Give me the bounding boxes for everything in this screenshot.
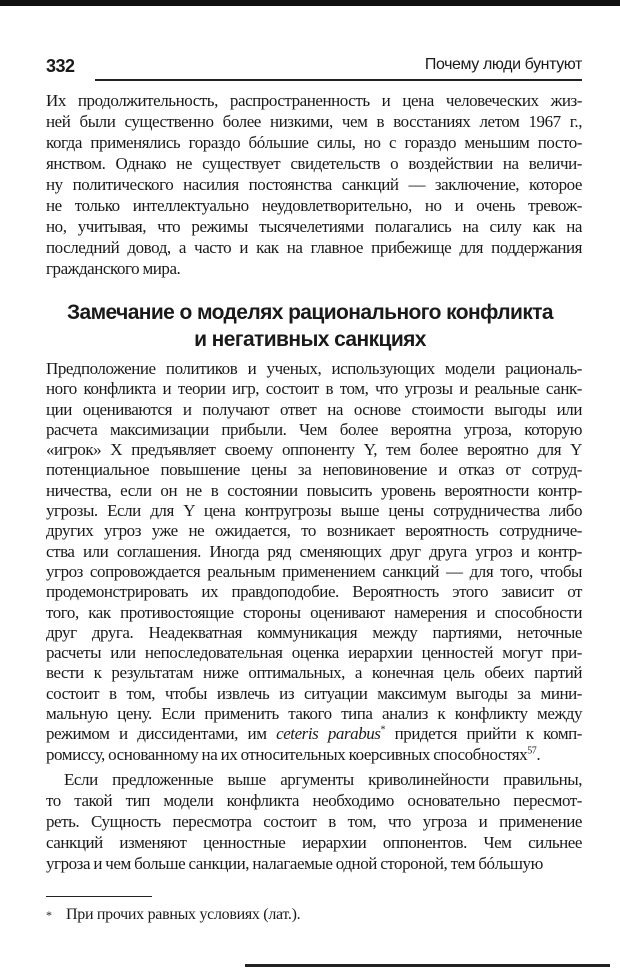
text-line: но, учитывая, что режимы тысячелетиями полагались на силу как на: [46, 217, 582, 236]
text-line: расчеты или непоследовательная оценка иерархии ценностей могут при-: [46, 643, 582, 663]
text-line: расчета максимизации прибыли. Чем более вероятна угроза, которую: [46, 419, 582, 439]
text-line: Предположение политиков и ученых, использующих модели рациональ-: [46, 359, 582, 378]
footnote-rule: [46, 896, 152, 897]
bottom-edge-rule: [245, 964, 610, 967]
header-rule: [95, 79, 582, 81]
paragraph-2: [46, 359, 582, 765]
latin-phrase: ceteris parabus: [276, 724, 381, 744]
section-heading: [0, 299, 620, 353]
text-line: угрозы. Если для Y цена контругрозы выше цены сотрудничества либо: [46, 501, 582, 521]
text-line: Их продолжительность, распространенность и цена человеческих жиз-: [46, 91, 582, 110]
text-line: других угроз уже не ожидается, то возникает вероятность сотрудниче-: [46, 521, 582, 541]
text-line: вести к результатам ниже оптимальных, а конечная цель обеих партий: [46, 663, 582, 683]
text-line: того, как противостоящие стороны оценивают намерения и способности: [46, 602, 582, 622]
text-line: ну политического насилия постоянства санкций — заключение, которое: [46, 175, 582, 194]
text-line: ции оцениваются и получают ответ на основе стоимости выгоды или: [46, 399, 582, 419]
footnote-text: При прочих равных условиях (лат.).: [66, 906, 301, 923]
heading-line: и негативных санкциях: [194, 328, 426, 351]
text-line: гражданского мира.: [46, 259, 181, 278]
text-line: «игрок» X предъявляет своему оппоненту Y, тем более вероятно для Y: [46, 440, 582, 460]
text-line: потенциальное повышение цены за неповиновение и отказ от сотруд-: [46, 460, 582, 480]
footnote-mark: *: [46, 908, 52, 922]
text-line: ства или соглашения. Иногда ряд сменяющих друг друга угроз и контр-: [46, 541, 582, 561]
text-segment: ромиссу, основанному на их относительных коерсивных способностях: [46, 744, 528, 764]
text-line: Если предложенные выше аргументы криволинейности правильны,: [64, 770, 582, 789]
text-line: состоит в том, чтобы извлечь из ситуации максимум выгоды за мини-: [46, 683, 582, 703]
text-line: угроза и чем больше санкции, налагаемые одной стороной, тем бóльшую: [46, 854, 543, 873]
text-line: то такой тип модели конфликта необходимо основательно пересмот-: [46, 791, 582, 810]
footnote-marker: *: [380, 724, 386, 736]
endnote-reference: 57: [527, 744, 537, 756]
text-line: реть. Сущность пересмотра состоит в том, что угроза и применение: [46, 812, 582, 831]
text-line: санкций изменяют ценностные иерархии оппонентов. Чем сильнее: [46, 833, 582, 852]
text-line: когда применялись гораздо бóльшие силы, но с гораздо меньшим посто-: [46, 133, 582, 152]
text-line: [46, 724, 582, 744]
text-line: ничества, если он не в состоянии повысить уровень вероятности контр-: [46, 480, 582, 500]
top-edge-bar: [0, 0, 620, 6]
text-line: ного конфликта и теории игр, состоит в том, что угрозы и реальные санк-: [46, 379, 582, 399]
paragraph-1: [46, 90, 582, 279]
heading-line: Замечание о моделях рационального конфликта: [66, 301, 554, 324]
text-segment: режимом и диссидентами, им: [46, 724, 277, 744]
text-segment: придется прийти к комп-: [385, 724, 582, 744]
text-line: последний довод, а часто и как на главное прибежище для поддержания: [46, 238, 582, 257]
text-line: ней были существенно более низкими, чем в восстаниях летом 1967 г.,: [46, 112, 582, 131]
page-number: 332: [46, 56, 75, 76]
text-line: янством. Однако не существует свидетельств о воздействии на величи-: [46, 154, 582, 173]
text-line: мальную цену. Если применить такого типа анализ к конфликту между: [46, 704, 582, 724]
text-line: друг друга. Неадекватная коммуникация между партиями, неточные: [46, 622, 582, 642]
text-line: не только интеллектуально неудовлетворительно, но и очень тревож-: [46, 196, 582, 215]
footnote: [46, 905, 300, 925]
text-line: продемонстрировать их правдоподобие. Вероятность этого зависит от: [46, 582, 582, 602]
text-line: угроз сопровождается реальным применением санкций — для того, чтобы: [46, 561, 582, 581]
text-line: [46, 745, 582, 765]
running-title: Почему люди бунтуют: [424, 56, 582, 73]
paragraph-3: [46, 769, 582, 874]
text-segment: .: [536, 744, 541, 764]
